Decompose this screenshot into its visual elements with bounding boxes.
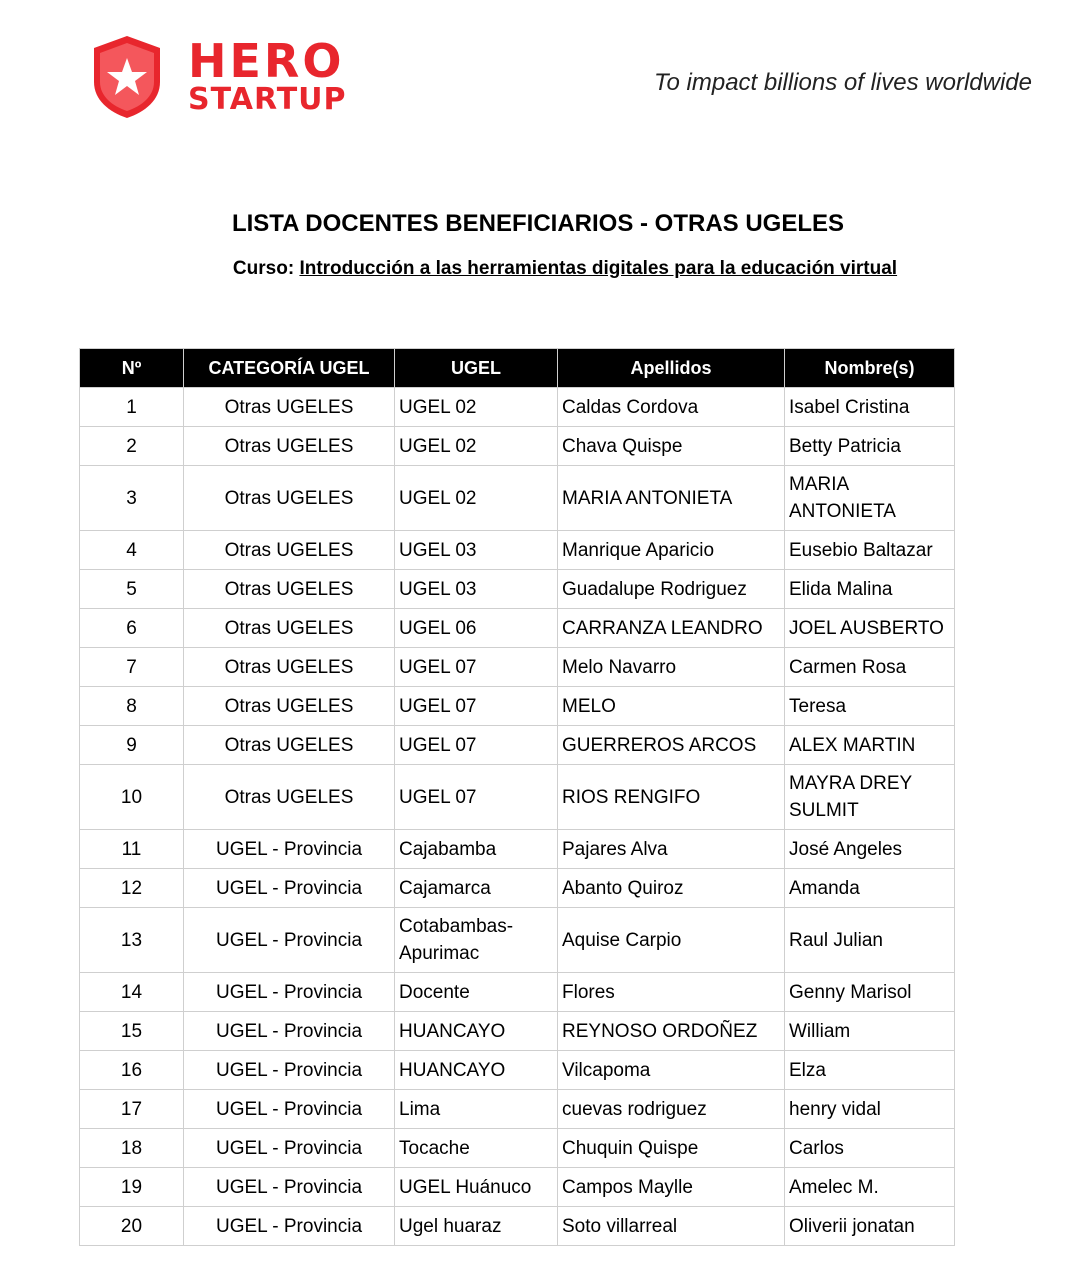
table-row: [80, 427, 955, 466]
cell-number: 2: [80, 427, 184, 466]
cell-category: UGEL - Provincia: [184, 1012, 395, 1051]
table-row: [80, 687, 955, 726]
cell-ugel: UGEL 02: [395, 388, 558, 427]
cell-surnames: MELO: [558, 687, 785, 726]
cell-number: 14: [80, 973, 184, 1012]
cell-names: Teresa: [785, 687, 955, 726]
cell-category: Otras UGELES: [184, 609, 395, 648]
cell-ugel: Tocache: [395, 1129, 558, 1168]
table-row: [80, 869, 955, 908]
cell-category: Otras UGELES: [184, 531, 395, 570]
cell-surnames: Aquise Carpio: [558, 908, 785, 973]
cell-category: UGEL - Provincia: [184, 1090, 395, 1129]
hero-startup-logo: [90, 34, 360, 122]
tagline: To impact billions of lives worldwide: [654, 69, 1032, 96]
table-row: [80, 726, 955, 765]
cell-category: Otras UGELES: [184, 466, 395, 531]
cell-names: Amelec M.: [785, 1168, 955, 1207]
table-row: [80, 388, 955, 427]
cell-category: Otras UGELES: [184, 687, 395, 726]
cell-surnames: CARRANZA LEANDRO: [558, 609, 785, 648]
cell-category: UGEL - Provincia: [184, 1168, 395, 1207]
table-row: [80, 830, 955, 869]
table-row: [80, 973, 955, 1012]
cell-names: Eusebio Baltazar: [785, 531, 955, 570]
table-row: [80, 648, 955, 687]
cell-names: Genny Marisol: [785, 973, 955, 1012]
cell-ugel: Cajamarca: [395, 869, 558, 908]
cell-number: 8: [80, 687, 184, 726]
cell-surnames: MARIA ANTONIETA: [558, 466, 785, 531]
logo-text-hero: HERO: [188, 34, 345, 88]
cell-ugel: UGEL 07: [395, 765, 558, 830]
column-header-category: CATEGORÍA UGEL: [184, 349, 395, 388]
table-row: [80, 1207, 955, 1246]
cell-surnames: Flores: [558, 973, 785, 1012]
cell-number: 12: [80, 869, 184, 908]
cell-category: Otras UGELES: [184, 648, 395, 687]
cell-number: 17: [80, 1090, 184, 1129]
course-name: Introducción a las herramientas digitales para la educación virtual: [299, 258, 898, 279]
cell-surnames: Abanto Quiroz: [558, 869, 785, 908]
table-row: [80, 1168, 955, 1207]
cell-number: 1: [80, 388, 184, 427]
cell-names: MAYRA DREY SULMIT: [785, 765, 955, 830]
column-header-number: Nº: [80, 349, 184, 388]
cell-number: 11: [80, 830, 184, 869]
table-row: [80, 1051, 955, 1090]
cell-surnames: Campos Maylle: [558, 1168, 785, 1207]
cell-names: Elza: [785, 1051, 955, 1090]
cell-surnames: Soto villarreal: [558, 1207, 785, 1246]
cell-number: 16: [80, 1051, 184, 1090]
cell-ugel: Cotabambas-Apurimac: [395, 908, 558, 973]
cell-category: Otras UGELES: [184, 570, 395, 609]
logo-text-startup: STARTUP: [188, 82, 347, 117]
cell-category: UGEL - Provincia: [184, 908, 395, 973]
cell-category: UGEL - Provincia: [184, 1207, 395, 1246]
cell-ugel: UGEL 02: [395, 427, 558, 466]
cell-category: UGEL - Provincia: [184, 830, 395, 869]
document-title: LISTA DOCENTES BENEFICIARIOS - OTRAS UGELES: [231, 210, 845, 237]
cell-names: MARIA ANTONIETA: [785, 466, 955, 531]
cell-names: Isabel Cristina: [785, 388, 955, 427]
column-header-names: Nombre(s): [785, 349, 955, 388]
cell-surnames: Manrique Aparicio: [558, 531, 785, 570]
cell-number: 7: [80, 648, 184, 687]
beneficiaries-table: [79, 348, 955, 1246]
cell-ugel: UGEL 02: [395, 466, 558, 531]
cell-ugel: UGEL Huánuco: [395, 1168, 558, 1207]
cell-ugel: Docente: [395, 973, 558, 1012]
cell-ugel: Cajabamba: [395, 830, 558, 869]
cell-names: Oliverii jonatan: [785, 1207, 955, 1246]
cell-number: 13: [80, 908, 184, 973]
cell-names: JOEL AUSBERTO: [785, 609, 955, 648]
table-row: [80, 765, 955, 830]
cell-names: José Angeles: [785, 830, 955, 869]
table-row: [80, 908, 955, 973]
cell-surnames: cuevas rodriguez: [558, 1090, 785, 1129]
cell-ugel: Ugel huaraz: [395, 1207, 558, 1246]
table-row: [80, 570, 955, 609]
cell-surnames: Caldas Cordova: [558, 388, 785, 427]
cell-names: henry vidal: [785, 1090, 955, 1129]
cell-number: 4: [80, 531, 184, 570]
cell-ugel: UGEL 07: [395, 648, 558, 687]
column-header-ugel: UGEL: [395, 349, 558, 388]
table-header-row: [80, 349, 955, 388]
cell-ugel: UGEL 07: [395, 726, 558, 765]
cell-category: Otras UGELES: [184, 726, 395, 765]
cell-number: 5: [80, 570, 184, 609]
cell-surnames: Chuquin Quispe: [558, 1129, 785, 1168]
cell-number: 3: [80, 466, 184, 531]
cell-surnames: Melo Navarro: [558, 648, 785, 687]
cell-surnames: Vilcapoma: [558, 1051, 785, 1090]
cell-category: Otras UGELES: [184, 427, 395, 466]
cell-category: UGEL - Provincia: [184, 973, 395, 1012]
cell-names: Raul Julian: [785, 908, 955, 973]
cell-number: 6: [80, 609, 184, 648]
shield-star-icon: [90, 34, 164, 120]
table-row: [80, 1090, 955, 1129]
cell-number: 18: [80, 1129, 184, 1168]
table-row: [80, 1129, 955, 1168]
course-line: [0, 256, 1076, 282]
cell-names: Carmen Rosa: [785, 648, 955, 687]
cell-category: UGEL - Provincia: [184, 1051, 395, 1090]
cell-category: UGEL - Provincia: [184, 1129, 395, 1168]
table-row: [80, 531, 955, 570]
cell-ugel: Lima: [395, 1090, 558, 1129]
cell-ugel: UGEL 03: [395, 570, 558, 609]
cell-number: 20: [80, 1207, 184, 1246]
cell-surnames: Pajares Alva: [558, 830, 785, 869]
course-label: Curso:: [232, 258, 295, 279]
cell-ugel: HUANCAYO: [395, 1012, 558, 1051]
cell-number: 9: [80, 726, 184, 765]
cell-names: Carlos: [785, 1129, 955, 1168]
cell-number: 15: [80, 1012, 184, 1051]
cell-ugel: UGEL 03: [395, 531, 558, 570]
cell-category: Otras UGELES: [184, 388, 395, 427]
table-row: [80, 609, 955, 648]
cell-surnames: Chava Quispe: [558, 427, 785, 466]
cell-number: 19: [80, 1168, 184, 1207]
cell-names: William: [785, 1012, 955, 1051]
table-row: [80, 466, 955, 531]
cell-names: ALEX MARTIN: [785, 726, 955, 765]
cell-names: Betty Patricia: [785, 427, 955, 466]
cell-ugel: UGEL 06: [395, 609, 558, 648]
table-row: [80, 1012, 955, 1051]
cell-surnames: GUERREROS ARCOS: [558, 726, 785, 765]
cell-surnames: Guadalupe Rodriguez: [558, 570, 785, 609]
cell-category: Otras UGELES: [184, 765, 395, 830]
cell-names: Elida Malina: [785, 570, 955, 609]
column-header-surnames: Apellidos: [558, 349, 785, 388]
cell-surnames: RIOS RENGIFO: [558, 765, 785, 830]
cell-ugel: UGEL 07: [395, 687, 558, 726]
cell-ugel: HUANCAYO: [395, 1051, 558, 1090]
cell-names: Amanda: [785, 869, 955, 908]
table-body: [80, 388, 955, 1246]
cell-number: 10: [80, 765, 184, 830]
cell-category: UGEL - Provincia: [184, 869, 395, 908]
cell-surnames: REYNOSO ORDOÑEZ: [558, 1012, 785, 1051]
